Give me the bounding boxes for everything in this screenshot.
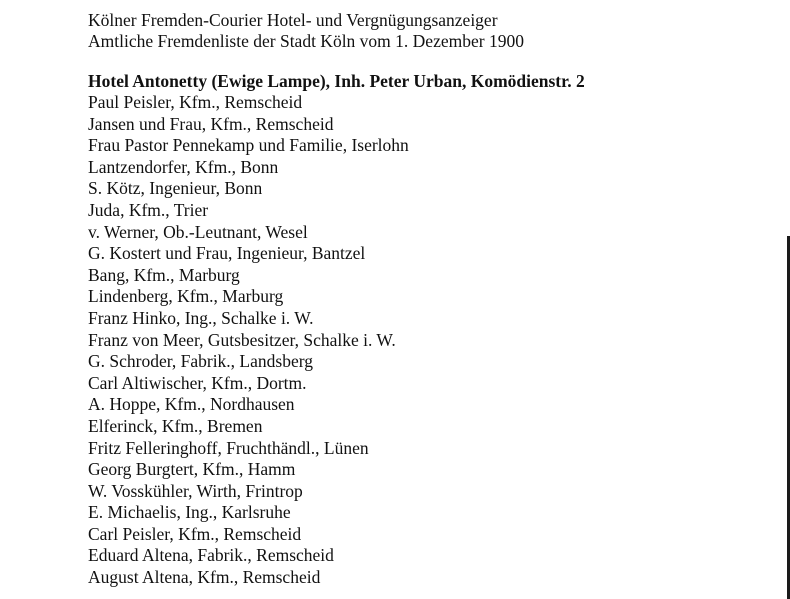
guest-entry: Bang, Kfm., Marburg bbox=[88, 264, 240, 285]
hotel-heading: Hotel Antonetty (Ewige Lampe), Inh. Peter Urban, Komödienstr. 2 bbox=[88, 71, 585, 91]
guest-entry: Georg Burgtert, Kfm., Hamm bbox=[88, 459, 296, 480]
guest-entry: Franz von Meer, Gutsbesitzer, Schalke i. W. bbox=[88, 329, 396, 350]
guest-entry: Frau Pastor Pennekamp und Familie, Iserlohn bbox=[88, 135, 409, 156]
guest-entry: G. Kostert und Frau, Ingenieur, Bantzel bbox=[88, 243, 366, 264]
guest-entry: Franz Hinko, Ing., Schalke i. W. bbox=[88, 307, 314, 328]
guest-entry: W. Vosskühler, Wirth, Frintrop bbox=[88, 480, 303, 501]
guest-entry: Jansen und Frau, Kfm., Remscheid bbox=[88, 113, 334, 134]
guest-entry: Carl Peisler, Kfm., Remscheid bbox=[88, 523, 302, 544]
guest-entry: Lantzendorfer, Kfm., Bonn bbox=[88, 156, 279, 177]
guest-entry: A. Hoppe, Kfm., Nordhausen bbox=[88, 394, 295, 415]
guest-entry: Lindenberg, Kfm., Marburg bbox=[88, 286, 284, 307]
guest-list bbox=[88, 92, 778, 589]
list-subtitle: Amtliche Fremdenliste der Stadt Köln vom 1. Dezember 1900 bbox=[88, 31, 524, 51]
guest-entry: Paul Peisler, Kfm., Remscheid bbox=[88, 92, 303, 112]
guest-entry: Eduard Altena, Fabrik., Remscheid bbox=[88, 545, 334, 566]
guest-entry: Juda, Kfm., Trier bbox=[88, 199, 209, 220]
guest-entry: Elferinck, Kfm., Bremen bbox=[88, 415, 263, 436]
guest-entry: v. Werner, Ob.-Leutnant, Wesel bbox=[88, 221, 308, 242]
guest-entry: S. Kötz, Ingenieur, Bonn bbox=[88, 178, 263, 199]
guest-entry: E. Michaelis, Ing., Karlsruhe bbox=[88, 502, 291, 523]
guest-entry: Carl Altiwischer, Kfm., Dortm. bbox=[88, 372, 307, 393]
guest-entry: August Altena, Kfm., Remscheid bbox=[88, 567, 321, 588]
guest-entry: Fritz Felleringhoff, Fruchthändl., Lünen bbox=[88, 437, 369, 458]
guest-entry: G. Schroder, Fabrik., Landsberg bbox=[88, 351, 313, 372]
newspaper-title: Kölner Fremden-Courier Hotel- und Vergnügungsanzeiger bbox=[88, 10, 498, 30]
document-page bbox=[88, 10, 778, 589]
